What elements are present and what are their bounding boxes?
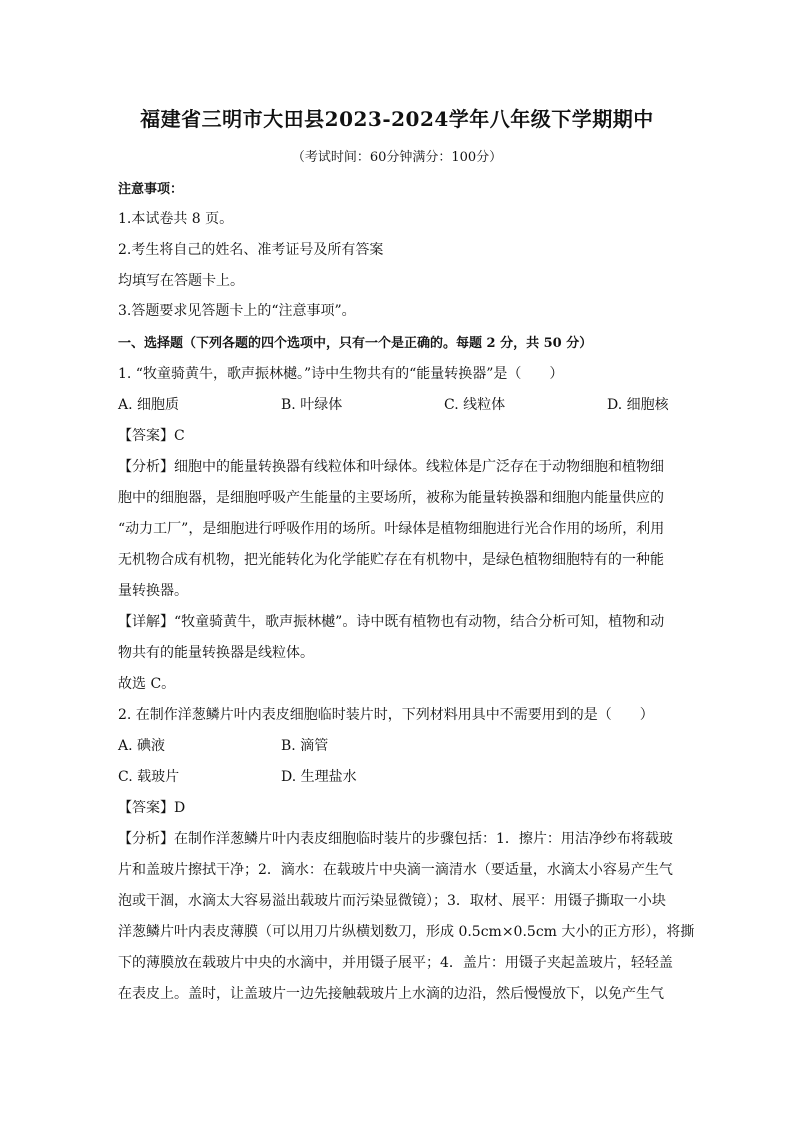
option-a: A. 细胞质: [118, 397, 180, 413]
detail-line: 【详解】“牧童骑黄牛，歌声振林樾”。诗中既有植物也有动物，结合分析可知，植物和动: [118, 614, 665, 630]
analysis-line: 下的薄膜放在载玻片中央的水滴中，并用镊子展平；4．盖片：用镊子夹起盖玻片，轻轻盖: [118, 955, 673, 971]
option-b: B. 滴管: [281, 738, 329, 754]
page-title: 福建省三明市大田县2023-2024学年八年级下学期期中: [140, 107, 654, 131]
answer-line: 【答案】C: [118, 428, 185, 444]
analysis-line: 量转换器。: [118, 583, 188, 599]
analysis-line: 洋葱鳞片叶内表皮薄膜（可以用刀片纵横划数刀，形成 0.5cm×0.5cm 大小的正方形），将撕: [118, 924, 695, 940]
option-c: C. 线粒体: [444, 397, 506, 413]
analysis-line: 【分析】在制作洋葱鳞片叶内表皮细胞临时装片的步骤包括：1．擦片：用洁净纱布将载玻: [118, 831, 673, 847]
option-d: D. 生理盐水: [281, 769, 357, 785]
option-c: C. 载玻片: [118, 769, 180, 785]
analysis-line: 在表皮上。盖时，让盖玻片一边先接触载玻片上水滴的边沿，然后慢慢放下，以免产生气: [118, 986, 664, 1002]
question-stem: 1. “牧童骑黄牛，歌声振林樾。”诗中生物共有的“能量转换器”是（ ）: [118, 366, 564, 382]
exam-info: （考试时间：60分钟满分：100分）: [291, 150, 503, 165]
notice-line: 3.答题要求见答题卡上的“注意事项”。: [118, 303, 356, 319]
option-b: B. 叶绿体: [281, 397, 343, 413]
analysis-line: 无机物合成有机物，把光能转化为化学能贮存在有机物中，是绿色植物细胞特有的一种能: [118, 552, 664, 568]
option-a: A. 碘液: [118, 738, 166, 754]
notice-line: 2.考生将自己的姓名、准考证号及所有答案: [118, 242, 384, 258]
answer-line: 【答案】D: [118, 800, 186, 816]
question-stem: 2. 在制作洋葱鳞片叶内表皮细胞临时装片时，下列材料用具中不需要用到的是（ ）: [118, 707, 654, 723]
notice-line: 1.本试卷共 8 页。: [118, 211, 234, 227]
notice-header: 注意事项：: [118, 182, 184, 197]
notice-line: 均填写在答题卡上。: [118, 273, 244, 289]
section-heading: 一、选择题（下列各题的四个选项中，只有一个是正确的。每题 2 分，共 50 分）: [118, 336, 593, 351]
conclusion-line: 故选 C。: [118, 676, 176, 692]
detail-line: 物共有的能量转换器是线粒体。: [118, 645, 314, 661]
analysis-line: 片和盖玻片擦拭干净；2．滴水：在载玻片中央滴一滴清水（要适量，水滴太小容易产生气: [118, 862, 673, 878]
analysis-line: 胞中的细胞器，是细胞呼吸产生能量的主要场所，被称为能量转换器和细胞内能量供应的: [118, 490, 664, 506]
analysis-line: 【分析】细胞中的能量转换器有线粒体和叶绿体。线粒体是广泛存在于动物细胞和植物细: [118, 459, 664, 475]
analysis-line: 泡或干涸，水滴太大容易溢出载玻片而污染显微镜）；3．取材、展平：用镊子撕取一小块: [118, 893, 666, 909]
option-d: D. 细胞核: [607, 397, 669, 413]
analysis-line: “动力工厂”，是细胞进行呼吸作用的场所。叶绿体是植物细胞进行光合作用的场所，利用: [118, 521, 665, 537]
